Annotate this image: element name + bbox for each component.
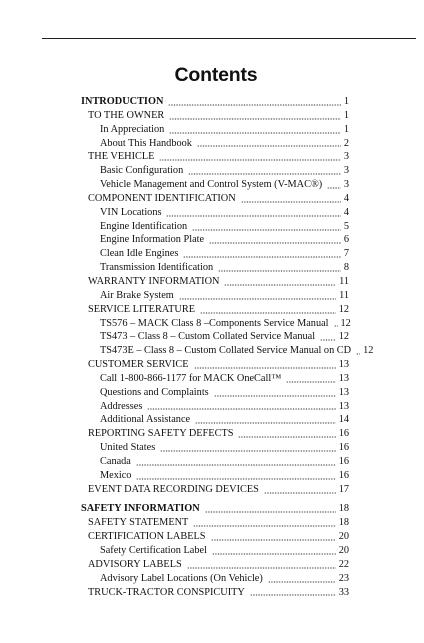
dot-leader (197, 145, 341, 147)
toc-entry-page: 12 (340, 317, 351, 329)
toc-entry[interactable] (81, 441, 349, 455)
toc-entry-label: CUSTOMER SERVICE (88, 359, 189, 371)
dot-leader (334, 325, 338, 327)
toc-entry-label: Vehicle Management and Control System (V-MAC®) (100, 179, 323, 191)
toc-entry[interactable] (81, 558, 349, 572)
page-title: Contents (174, 64, 258, 86)
toc-entry-label: SAFETY STATEMENT (88, 517, 189, 529)
toc-entry-label: INTRODUCTION (81, 96, 164, 107)
dot-leader (188, 173, 341, 175)
dot-leader (264, 492, 336, 494)
toc-entry-label: Basic Configuration (100, 165, 184, 177)
toc-entry-label: About This Handbook (100, 137, 192, 149)
toc-entry[interactable] (81, 303, 349, 317)
toc-entry-page: 11 (339, 275, 349, 287)
dot-leader (193, 525, 335, 527)
toc-entry-label: Canada (100, 455, 131, 467)
toc-entry-page: 13 (338, 359, 349, 371)
toc-entry[interactable] (81, 123, 349, 137)
toc-entry-label: TS576 – MACK Class 8 –Components Service Manual (100, 317, 329, 329)
dot-leader (327, 187, 341, 189)
toc-entry-label: TRUCK-TRACTOR CONSPICUITY (88, 586, 245, 598)
toc-entry[interactable] (81, 233, 349, 247)
dot-leader (136, 464, 336, 466)
dot-leader (211, 539, 336, 541)
toc-entry[interactable] (81, 544, 349, 558)
dot-leader (160, 450, 336, 452)
toc-entry-page: 20 (338, 531, 349, 543)
toc-entry-page: 6 (343, 234, 349, 246)
dot-leader (218, 270, 341, 272)
toc-entry[interactable] (81, 413, 349, 427)
toc-entry-page: 16 (338, 428, 349, 440)
toc-entry[interactable] (81, 247, 349, 261)
dot-leader (320, 339, 336, 341)
toc-entry[interactable] (81, 572, 349, 586)
toc-entry[interactable] (81, 109, 349, 123)
toc-entry[interactable] (81, 358, 349, 372)
toc-entry-page: 3 (343, 165, 349, 177)
toc-entry[interactable] (81, 400, 349, 414)
toc-entry-page: 5 (343, 220, 349, 232)
toc-entry-label: WARRANTY INFORMATION (88, 275, 220, 287)
toc-entry-page: 13 (338, 400, 349, 412)
toc-entry-label: Addresses (100, 400, 143, 412)
toc-entry[interactable] (81, 137, 349, 151)
dot-leader (205, 511, 336, 513)
toc-entry-label: Advisory Label Locations (On Vehicle) (100, 572, 263, 584)
toc-entry-page: 17 (338, 483, 349, 495)
toc-entry-page: 8 (343, 262, 349, 274)
toc-entry-label: United States (100, 442, 156, 454)
toc-entry[interactable] (81, 95, 349, 109)
dot-leader (136, 478, 335, 480)
toc-entry-page: 16 (338, 442, 349, 454)
toc-entry[interactable] (81, 516, 349, 530)
toc-entry-page: 33 (338, 586, 349, 598)
toc-entry-label: TS473E – Class 8 – Custom Collated Service Manual on CD (100, 345, 352, 357)
toc-entry[interactable] (81, 178, 349, 192)
toc-entry-page: 3 (343, 179, 349, 191)
table-of-contents (81, 95, 374, 599)
toc-entry-page: 18 (338, 517, 349, 529)
toc-entry[interactable] (81, 164, 349, 178)
toc-entry[interactable] (81, 386, 349, 400)
toc-entry-label: ADVISORY LABELS (88, 558, 182, 570)
toc-entry-label: Safety Certification Label (100, 545, 207, 556)
toc-entry-page: 4 (343, 206, 349, 218)
dot-leader (209, 242, 341, 244)
dot-leader (166, 215, 340, 217)
toc-entry-label: In Appreciation (100, 123, 165, 135)
toc-entry-page: 1 (343, 123, 349, 135)
toc-entry-label: Clean Idle Engines (100, 248, 179, 260)
toc-entry-page: 14 (338, 414, 349, 426)
toc-entry[interactable] (81, 469, 349, 483)
toc-entry[interactable] (81, 220, 349, 234)
toc-entry-page: 13 (338, 372, 349, 384)
dot-leader (238, 436, 335, 438)
toc-entry[interactable] (81, 530, 349, 544)
toc-entry[interactable] (81, 344, 374, 358)
toc-entry-label: Transmission Identification (100, 262, 214, 274)
toc-entry-label: Call 1-800-866-1177 for MACK OneCall™ (100, 372, 282, 384)
dot-leader (179, 298, 336, 300)
dot-leader (168, 104, 340, 106)
dot-leader (147, 408, 335, 410)
toc-entry[interactable] (81, 261, 349, 275)
toc-entry-label: CERTIFICATION LABELS (88, 531, 206, 543)
toc-entry-label: Engine Identification (100, 220, 188, 232)
toc-entry[interactable] (81, 427, 349, 441)
toc-entry-page: 2 (343, 137, 349, 149)
toc-entry-label: Additional Assistance (100, 414, 191, 426)
dot-leader (268, 581, 336, 583)
dot-leader (194, 367, 336, 369)
toc-entry-page: 13 (338, 386, 349, 398)
toc-entry-label: Engine Information Plate (100, 234, 205, 246)
toc-entry-page: 12 (363, 345, 374, 357)
toc-entry[interactable] (81, 150, 349, 164)
toc-entry-label: Air Brake System (100, 289, 174, 301)
toc-entry-page: 12 (338, 303, 349, 315)
toc-entry-page: 16 (338, 455, 349, 467)
dot-leader (241, 201, 341, 203)
toc-entry-label: THE VEHICLE (88, 151, 155, 163)
toc-entry[interactable] (81, 483, 349, 497)
dot-leader (169, 132, 341, 134)
toc-entry-label: TS473 – Class 8 – Custom Collated Service Manual (100, 331, 316, 343)
dot-leader (214, 395, 336, 397)
toc-entry-label: SERVICE LITERATURE (88, 303, 196, 315)
toc-entry[interactable] (81, 317, 349, 331)
toc-entry[interactable] (81, 275, 349, 289)
toc-entry-page: 22 (338, 558, 349, 570)
toc-entry[interactable] (81, 192, 349, 206)
toc-entry-page: 1 (343, 109, 349, 121)
toc-entry[interactable] (81, 502, 349, 516)
toc-entry-page: 7 (343, 248, 349, 260)
dot-leader (159, 159, 340, 161)
dot-leader (286, 381, 335, 383)
dot-leader (250, 594, 336, 596)
header-rule (42, 38, 416, 39)
toc-entry-label: Questions and Complaints (100, 386, 209, 398)
dot-leader (224, 284, 336, 286)
toc-entry-label: Mexico (100, 469, 132, 481)
toc-entry[interactable] (81, 455, 349, 469)
dot-leader (200, 312, 336, 314)
dot-leader (187, 567, 336, 569)
toc-entry-page: 20 (338, 545, 349, 556)
toc-entry-page: 18 (338, 503, 349, 515)
toc-entry-page: 16 (338, 469, 349, 481)
dot-leader (183, 256, 340, 258)
dot-leader (192, 229, 341, 231)
toc-entry[interactable] (81, 372, 349, 386)
toc-entry-label: COMPONENT IDENTIFICATION (88, 192, 236, 204)
toc-entry[interactable] (81, 289, 349, 303)
toc-entry-label: TO THE OWNER (88, 109, 165, 121)
toc-entry[interactable] (81, 586, 349, 600)
dot-leader (212, 553, 336, 555)
toc-entry-label: EVENT DATA RECORDING DEVICES (88, 483, 259, 495)
toc-entry-page: 1 (343, 96, 349, 107)
toc-entry[interactable] (81, 206, 349, 220)
toc-entry-page: 23 (338, 572, 349, 584)
dot-leader (356, 353, 360, 355)
toc-entry-label: VIN Locations (100, 206, 162, 218)
dot-leader (169, 118, 341, 120)
toc-entry-page: 12 (338, 331, 349, 343)
dot-leader (195, 422, 336, 424)
toc-entry-page: 3 (343, 151, 349, 163)
toc-entry-label: SAFETY INFORMATION (81, 503, 200, 515)
toc-entry-page: 4 (343, 192, 349, 204)
toc-entry-page: 11 (339, 289, 349, 301)
toc-entry-label: REPORTING SAFETY DEFECTS (88, 428, 234, 440)
toc-entry[interactable] (81, 330, 349, 344)
